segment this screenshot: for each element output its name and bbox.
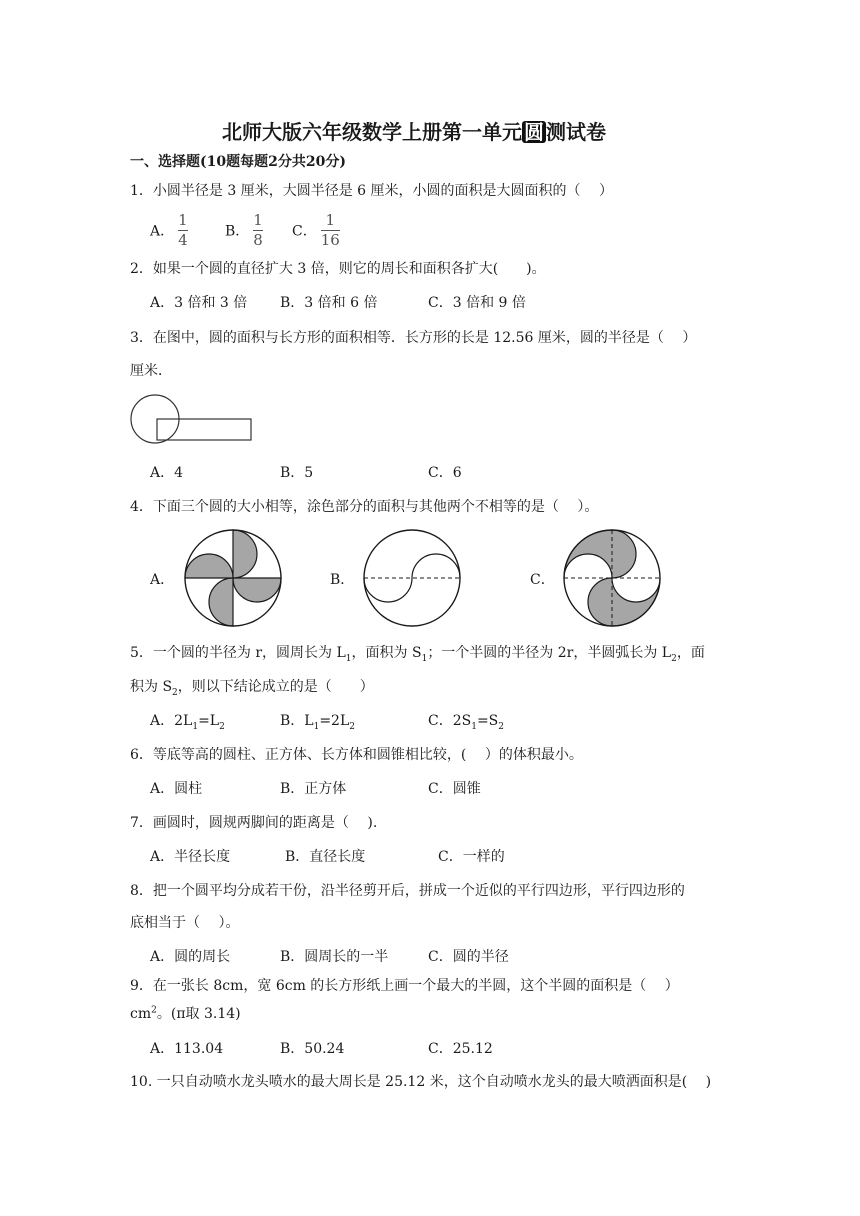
- fraction-one-sixteenth: [321, 213, 340, 248]
- question-10: 10. 一只自动喷水龙头喷水的最大周长是 25.12 米，这个自动喷水龙头的最大喷洒面积是( ): [130, 1074, 712, 1090]
- q4-option-b-label: B．: [330, 572, 355, 588]
- q5-sub-1: 1: [192, 721, 199, 732]
- q5-c-mid: =S: [476, 713, 499, 729]
- q5-b-mid: =2L: [319, 713, 350, 729]
- fraction-numerator: 1: [325, 211, 336, 229]
- q2-option-a: A．3 倍和 3 倍: [150, 295, 248, 311]
- q5-text-1a: 5．一个圆的半径为 r，圆周长为 L: [130, 645, 346, 661]
- q9-option-a: A．113.04: [150, 1041, 224, 1057]
- q9-superscript: 2: [151, 1005, 157, 1016]
- shaded-quarter-right: [233, 578, 281, 602]
- q1-option-c: [292, 213, 340, 248]
- q5-text-1d: ，面: [676, 645, 705, 661]
- q9-pi-note: 。(π取 3.14): [156, 1006, 241, 1022]
- q3-option-c: C．6: [428, 465, 462, 481]
- question-5-line-1: [130, 642, 705, 664]
- q5-c-pre: C．2S: [428, 713, 472, 729]
- shaded-swirl-bottom: [588, 578, 660, 626]
- question-1: 1．小圆半径是 3 厘米，大圆半径是 6 厘米，小圆的面积是大圆面积的（ ）: [130, 183, 613, 199]
- q5-sub-2: 2: [172, 687, 178, 698]
- question-4: 4．下面三个圆的大小相等，涂色部分的面积与其他两个不相等的是（ ）。: [130, 499, 599, 515]
- q5-sub-1: 1: [421, 653, 428, 664]
- q5-sub-2: 2: [498, 721, 505, 732]
- question-6: 6．等底等高的圆柱、正方体、长方体和圆锥相比较，( ）的体积最小。: [130, 747, 583, 763]
- q5-text-1b: ，面积为 S: [351, 645, 422, 661]
- question-9-line-1: 9．在一张长 8cm，宽 6cm 的长方形纸上画一个最大的半圆，这个半圆的面积是（ ）: [130, 978, 679, 994]
- q1-b-label: B．: [225, 223, 250, 240]
- shaded-swirl-top: [564, 530, 636, 578]
- q5-sub-2: 2: [671, 653, 677, 664]
- q8-option-a: A．圆的周长: [150, 949, 231, 965]
- pinwheel-circle-figure-c: [562, 528, 662, 628]
- q1-option-b: [225, 213, 263, 248]
- q5-option-a: [150, 710, 225, 732]
- title-end: 测试卷: [546, 120, 606, 144]
- q5-b-pre: B．L: [280, 713, 314, 729]
- q7-option-b: B．直径长度: [285, 849, 366, 865]
- question-8-line-1: 8．把一个圆平均分成若干份，沿半径剪开后，拼成一个近似的平行四边形，平行四边形的: [130, 883, 685, 899]
- q5-a-mid: =L: [198, 713, 220, 729]
- q2-option-b: B．3 倍和 6 倍: [280, 295, 378, 311]
- question-5-line-2: [130, 676, 374, 698]
- q4-option-a-label: A．: [150, 572, 175, 588]
- q5-sub-1: 1: [313, 721, 320, 732]
- q5-sub-2: 2: [349, 721, 355, 732]
- question-7: 7．画圆时，圆规两脚间的距离是（ ).: [130, 815, 378, 831]
- q5-option-c: [428, 710, 504, 732]
- fraction-numerator: 1: [178, 211, 188, 229]
- q1-c-label: C．: [292, 223, 317, 240]
- q9-option-b: B．50.24: [280, 1041, 345, 1057]
- q5-text-2a: 积为 S: [130, 679, 173, 695]
- fraction-denominator: 8: [253, 231, 263, 249]
- fraction-numerator: 1: [253, 211, 263, 229]
- page-title: [222, 116, 606, 145]
- question-9-line-2: [130, 1003, 241, 1023]
- q3-option-a: A．4: [150, 465, 184, 481]
- q5-a-pre: A．2L: [150, 713, 193, 729]
- q7-option-c: C．一样的: [438, 849, 505, 865]
- circle-and-rectangle-figure: [130, 393, 255, 445]
- q8-option-c: C．圆的半径: [428, 949, 509, 965]
- q6-option-b: B．正方体: [280, 781, 347, 797]
- shaded-quarter-top: [233, 530, 257, 578]
- fraction-denominator: 16: [320, 231, 340, 249]
- title-boxed-char: 圆: [524, 120, 544, 144]
- q1-a-label: A．: [150, 223, 175, 240]
- q5-sub-2: 2: [219, 721, 225, 732]
- shaded-quarter-bottom: [209, 578, 233, 626]
- section-heading: 一、选择题(10题每题2分共20分): [130, 154, 346, 170]
- title-main: 北师大版六年级数学上册第一单元: [222, 120, 522, 144]
- question-3-line-2: 厘米．: [130, 363, 172, 379]
- q9-unit: cm: [130, 1006, 152, 1022]
- q5-sub-1: 1: [345, 653, 352, 664]
- q5-sub-1: 1: [471, 721, 477, 732]
- q1-option-a: [150, 213, 188, 248]
- fraction-one-quarter: [178, 213, 188, 248]
- q4-option-c-label: C．: [530, 572, 555, 588]
- q8-option-b: B．圆周长的一半: [280, 949, 389, 965]
- q6-option-c: C．圆锥: [428, 781, 481, 797]
- s-curve-circle-figure-b: [362, 528, 462, 628]
- q2-option-c: C．3 倍和 9 倍: [428, 295, 526, 311]
- q7-option-a: A．半径长度: [150, 849, 231, 865]
- shaded-quarter-left: [185, 554, 233, 578]
- question-2: 2．如果一个圆的直径扩大 3 倍，则它的周长和面积各扩大( )。: [130, 261, 546, 277]
- q5-text-1c: ；一个半圆的半径为 2r，半圆弧长为 L: [427, 645, 672, 661]
- q9-option-c: C．25.12: [428, 1041, 493, 1057]
- q5-option-b: [280, 710, 355, 732]
- question-8-line-2: 底相当于（ ）。: [130, 915, 240, 931]
- pinwheel-circle-figure-a: [183, 528, 283, 628]
- q5-text-2b: ，则以下结论成立的是（ ）: [177, 679, 374, 695]
- fraction-one-eighth: [253, 213, 263, 248]
- question-3-line-1: 3．在图中，圆的面积与长方形的面积相等．长方形的长是 12.56 厘米，圆的半径是（ ）: [130, 330, 697, 346]
- q6-option-a: A．圆柱: [150, 781, 203, 797]
- q3-option-b: B．5: [280, 465, 314, 481]
- fraction-denominator: 4: [178, 231, 188, 249]
